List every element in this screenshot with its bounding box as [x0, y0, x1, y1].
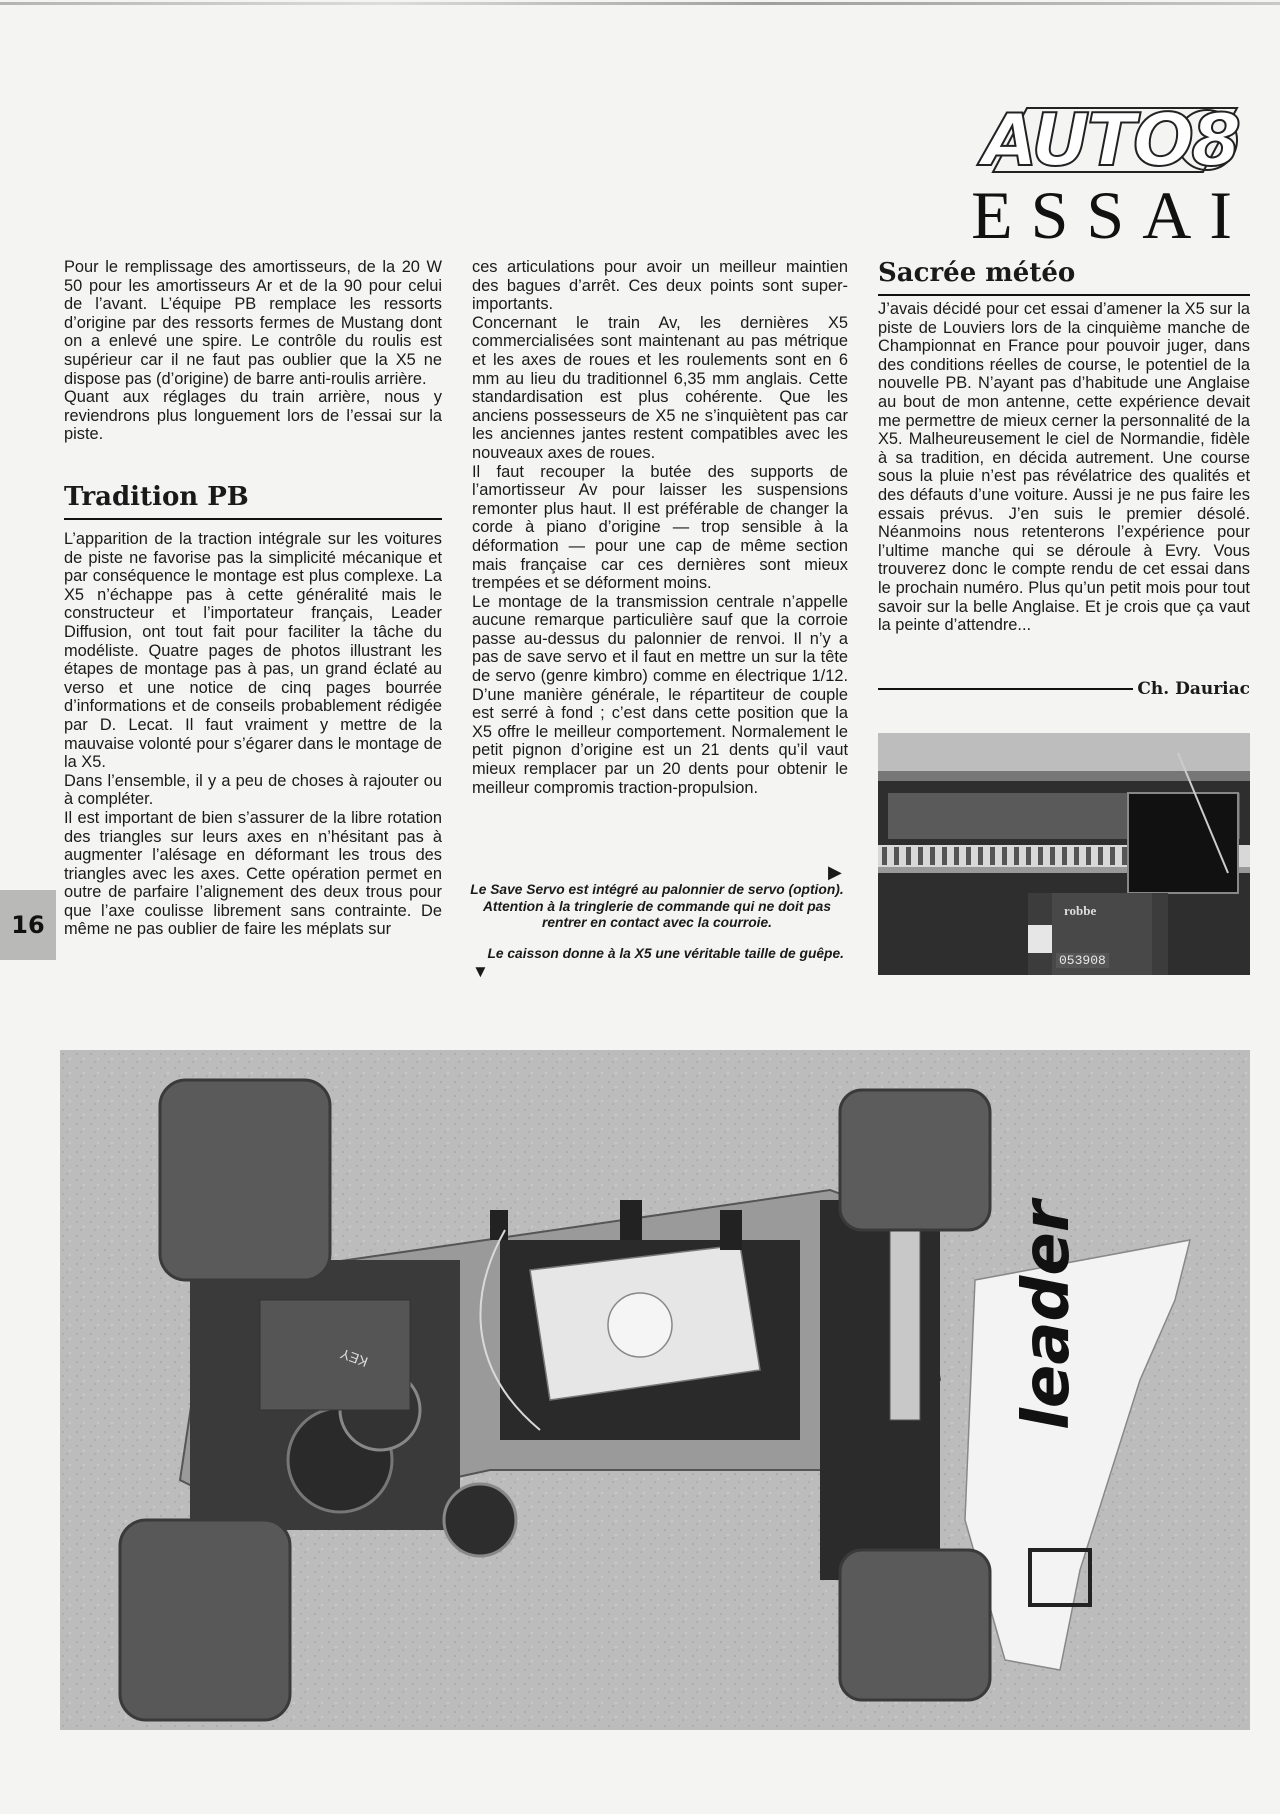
- column-1-body: [64, 530, 442, 939]
- author-name: Ch. Dauriac: [1137, 679, 1250, 699]
- paragraph: Pour le remplissage des amortisseurs, de la 20 W 50 pour les amortisseurs Ar et de la 90 pour celui de l’avant. L’équipe PB remplace les ressorts d’origine par des ressorts fermes de Mustang dont on a enlevé une spire. Le contrôle du roulis est supérieur car il ne faut pas oublier que la X5 ne dispose pas (d’origine) de barre anti-roulis arrière.: [64, 258, 442, 388]
- paragraph: Il est important de bien s’assurer de la libre rotation des triangles sur leurs axes en n’hésitant pas à augmenter l’alésage en déformant les trous des triangles avec les axes. Cette opération permet en outre de parfaire l’alignement des deux trous pour que l’axe coulisse librement sans contrainte. De même ne pas oublier de faire les méplats sur: [64, 808, 442, 939]
- caption-caisson: Le caisson donne à la X5 une véritable taille de guêpe.: [487, 946, 844, 961]
- section-label: ESSAI: [971, 177, 1250, 253]
- x5-chassis-photo: [60, 1050, 1250, 1730]
- paragraph: L’apparition de la traction intégrale sur les voitures de piste ne favorise pas la simplicité mécanique et par conséquence le montage est plus complexe. La X5 n’échappe pas à cette généralité mais le constructeur et l’importateur français, Leader Diffusion, ont tout fait pour faciliter la tâche du modéliste. Quatre pages de photos illustrant les étapes de montage pas à pas, un grand éclaté au verso et une notice de cinq pages bourrée d’informations et de conseils probablement rédigée par D. Lecat. Il faut vraiment y mettre de la mauvaise volonté pour s’égarer dans le montage de la X5.: [64, 530, 442, 772]
- paragraph: Concernant le train Av, les dernières X5 commercialisées sont maintenant au pas métrique et les axes de roues et les roulements sont en 6 mm au lieu du traditionnel 6,35 mm anglais. Cette standardisation est plus cohérente. Que les anciens possesseurs de X5 ne s’inquiètent pas car les anciennes jantes restent compatibles avec les nouveaux axes de roues.: [472, 313, 848, 462]
- paragraph: Dans l’ensemble, il y a peu de choses à rajouter ou à compléter.: [64, 771, 442, 809]
- paragraph: Il faut recouper la butée des supports de l’amortisseur Av pour laisser les suspensions remonter plus haut. Il est préférable de changer la corde à piano d’origine — trop sensible à la déformation — pour une cap de même section mais française car ces dernières sont mieux trempées et se déforment moins.: [472, 462, 848, 593]
- auto8-logo: [975, 100, 1245, 180]
- key-part-label: KEY: [338, 1345, 370, 1371]
- serial-label: 053908: [1056, 953, 1109, 968]
- paragraph: J’avais décidé pour cet essai d’amener la X5 sur la piste de Louviers lors de la cinquième manche de Championnat en France pour pouvoir juger, dans des conditions réelles de course, le potentiel de la nouvelle PB. N’ayant pas d’habitude une Anglaise au bout de mon antenne, cette expérience devait me permettre de mieux cerner la personnalité de la X5. Malheureusement le ciel de Normandie, fidèle à sa tradition, en décida autrement. Une course sous la pluie n’est pas révélatrice des qualités et des défauts d’une voiture. Aussi je ne pus faire les essais prévus. J’en suis le premier désolé. Néanmoins nous retenterons l’expérience pour l’ultime manche qui se déroule à Evry. Vous trouverez donc le compte rendu de cet essai dans le prochain numéro. Plus qu’un petit mois pour tout savoir sur la belle Anglaise. Et je crois que ça vaut la peinte d’attendre...: [878, 300, 1250, 635]
- leader-wing-text: leader: [1010, 1200, 1084, 1430]
- column-3-body: [878, 300, 1250, 635]
- servo-belt-photo: [878, 733, 1250, 975]
- column-2-body: [472, 258, 848, 797]
- column-1-intro: [64, 258, 442, 444]
- heading-tradition: Tradition PB: [64, 482, 442, 520]
- page-number: 16: [0, 890, 56, 960]
- paragraph: ces articulations pour avoir un meilleur maintien des bagues d’arrêt. Ces deux points sont super-importants.: [472, 258, 848, 314]
- signature: [878, 678, 1250, 700]
- paragraph: Quant aux réglages du train arrière, nous y reviendrons plus longuement lors de l’essai sur la piste.: [64, 388, 442, 444]
- robbe-label: robbe: [1064, 903, 1097, 918]
- logo-text: AUTO8: [981, 98, 1239, 182]
- arrow-down-icon: ▼: [472, 962, 489, 981]
- caption-save-servo: Le Save Servo est intégré au palonnier de servo (option). Attention à la tringlerie de commande qui ne doit pas rentrer en contact avec la courroie.: [470, 882, 844, 930]
- paragraph: Le montage de la transmission centrale n’appelle aucune remarque particulière sauf que la corroie passe au-dessus du palonnier de renvoi. Il n’y a pas de save servo et il faut en mettre un sur la tête de servo (genre kimbro) comme en électrique 1/12. D’une manière générale, le répartiteur de couple est serré à fond ; c’est dans cette position que la X5 offre le meilleur comportement. Normalement le petit pignon d’origine est un 21 dents qu’il vaut mieux remplacer par un 20 dents pour obtenir le meilleur compromis traction-propulsion.: [472, 592, 848, 797]
- top-scan-edge: [0, 2, 1280, 5]
- arrow-right-icon: ▶: [828, 862, 842, 882]
- signature-rule: [878, 688, 1133, 690]
- heading-sacree-meteo: Sacrée météo: [878, 258, 1250, 296]
